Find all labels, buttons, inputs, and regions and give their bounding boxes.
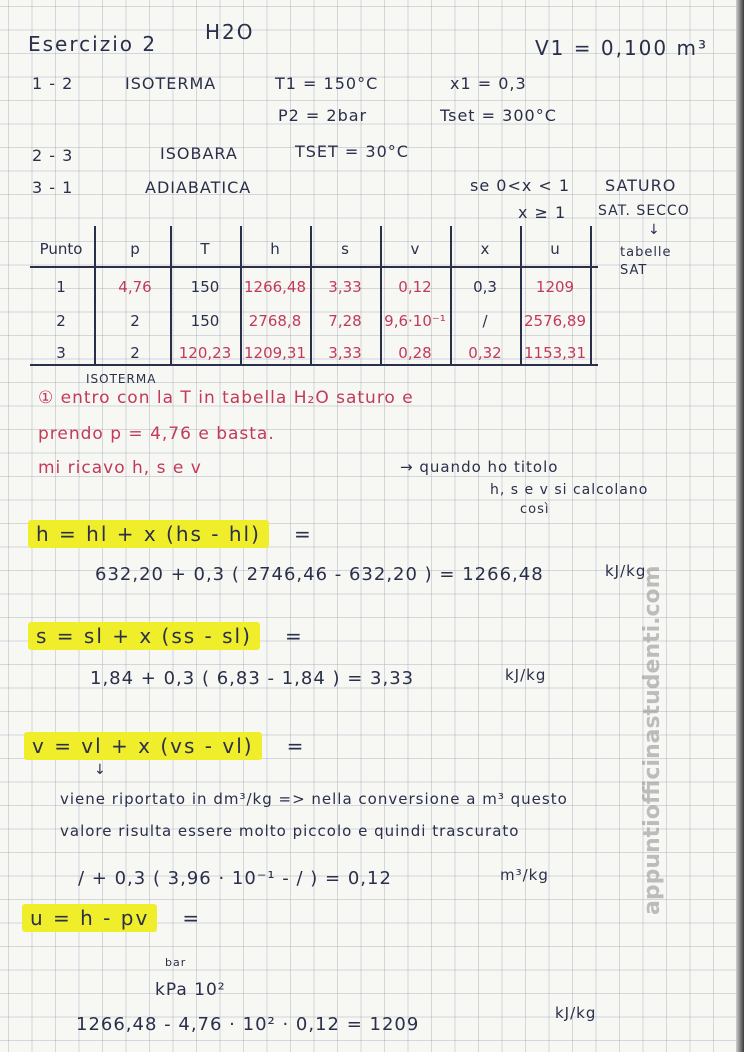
- table-header: T: [200, 240, 210, 258]
- equals-sign: =: [157, 906, 202, 930]
- enthalpy-formula-text: h = hl + x (hs - hl): [28, 520, 269, 548]
- process-step: 3 - 1: [32, 178, 74, 197]
- table-header: v: [410, 240, 420, 258]
- table-cell: 1209: [535, 278, 575, 296]
- table-cell: 1266,48: [243, 278, 307, 296]
- entropy-unit: kJ/kg: [505, 666, 547, 684]
- process-cond: P2 = 2bar: [278, 106, 368, 125]
- table-divider: [590, 226, 592, 366]
- watermark: appuntiofficinastudenti.com: [640, 565, 665, 915]
- table-cell: 7,28: [328, 312, 362, 330]
- table-divider: [30, 266, 598, 268]
- isoterma-label: ISOTERMA: [86, 372, 157, 386]
- down-arrow: ↓: [648, 222, 661, 238]
- table-cell: 3,33: [328, 278, 362, 296]
- process-cond: TSET = 30°C: [295, 142, 409, 161]
- table-cell: 1: [56, 278, 66, 296]
- state-table: [30, 226, 598, 368]
- process-type: ISOBARA: [160, 144, 238, 163]
- down-arrow: ↓: [94, 762, 107, 778]
- table-cell: 1209,31: [243, 344, 307, 362]
- process-cond: x1 = 0,3: [450, 74, 527, 93]
- table-cell: 9,6·10⁻¹: [384, 312, 446, 330]
- table-cell: 2: [56, 312, 66, 330]
- table-cell: 150: [190, 278, 220, 296]
- table-header: h: [270, 240, 280, 258]
- fluid-label: H2O: [205, 20, 255, 44]
- table-cell: 3,33: [328, 344, 362, 362]
- sat-secco-label: SAT. SECCO: [598, 203, 690, 219]
- energy-formula-text: u = h - pv: [22, 904, 157, 932]
- entropy-formula-text: s = sl + x (ss - sl): [28, 622, 260, 650]
- process-step: 1 - 2: [32, 74, 74, 93]
- exercise-title: Esercizio 2: [28, 32, 158, 56]
- equals-sign: =: [259, 624, 304, 648]
- process-step: 2 - 3: [32, 146, 74, 165]
- energy-formula: [22, 906, 201, 930]
- process-type: ADIABATICA: [145, 178, 252, 197]
- entropy-calculation: 1,84 + 0,3 ( 6,83 - 1,84 ) = 3,33: [90, 668, 415, 689]
- volume-formula: [24, 734, 305, 758]
- enthalpy-unit: kJ/kg: [605, 562, 647, 580]
- note-line: così: [520, 502, 550, 517]
- table-cell: 0,28: [398, 344, 432, 362]
- process-type: ISOTERMA: [125, 74, 217, 93]
- table-cell: 2768,8: [248, 312, 302, 330]
- note-line: h, s e v si calcolano: [490, 482, 649, 498]
- energy-calculation: 1266,48 - 4,76 · 10² · 0,12 = 1209: [76, 1014, 420, 1035]
- table-cell: 0,32: [468, 344, 502, 362]
- table-cell: 150: [190, 312, 220, 330]
- table-cell: 120,23: [178, 344, 232, 362]
- entropy-formula: [28, 624, 304, 648]
- table-header: p: [130, 240, 140, 258]
- table-cell: 1153,31: [523, 344, 587, 362]
- superheated-condition: x ≥ 1: [518, 203, 567, 222]
- volume-formula-text: v = vl + x (vs - vl): [24, 732, 262, 760]
- table-cell: 3: [56, 344, 66, 362]
- note-line: prendo p = 4,76 e basta.: [38, 424, 275, 444]
- note-line: ① entro con la T in tabella H₂O saturo e: [38, 388, 414, 408]
- table-header: u: [550, 240, 560, 258]
- table-header: Punto: [39, 240, 83, 258]
- volume-unit: m³/kg: [500, 866, 549, 884]
- table-header: s: [341, 240, 349, 258]
- table-cell: /: [482, 312, 488, 330]
- process-cond: Tset = 300°C: [440, 106, 557, 125]
- table-cell: 0,12: [398, 278, 432, 296]
- equals-sign: =: [268, 522, 313, 546]
- note-line: mi ricavo h, s e v: [38, 458, 202, 478]
- table-header: x: [480, 240, 490, 258]
- table-cell: 4,76: [118, 278, 152, 296]
- unit-note: kPa 10²: [155, 980, 226, 1000]
- volume-note: valore risulta essere molto piccolo e quindi trascurato: [60, 822, 520, 840]
- table-cell: 0,3: [473, 278, 497, 296]
- process-cond: T1 = 150°C: [275, 74, 379, 93]
- energy-unit: kJ/kg: [555, 1004, 597, 1022]
- saturation-condition: se 0<x < 1: [470, 176, 571, 195]
- unit-note: bar: [165, 956, 187, 969]
- table-cell: 2: [130, 312, 140, 330]
- note-line: → quando ho titolo: [400, 458, 559, 476]
- tabelle-sat-note: tabelle SAT: [620, 245, 672, 278]
- table-divider: [30, 364, 598, 366]
- volume-note: viene riportato in dm³/kg => nella conversione a m³ questo: [60, 790, 568, 808]
- equals-sign: =: [261, 734, 306, 758]
- table-cell: 2: [130, 344, 140, 362]
- table-cell: 2576,89: [523, 312, 587, 330]
- enthalpy-formula: [28, 522, 313, 546]
- volume-value: V1 = 0,100 m³: [535, 36, 708, 60]
- saturation-state: SATURO: [605, 176, 677, 195]
- enthalpy-calculation: 632,20 + 0,3 ( 2746,46 - 632,20 ) = 1266,48: [95, 564, 544, 585]
- volume-calculation: / + 0,3 ( 3,96 · 10⁻¹ - / ) = 0,12: [78, 868, 392, 889]
